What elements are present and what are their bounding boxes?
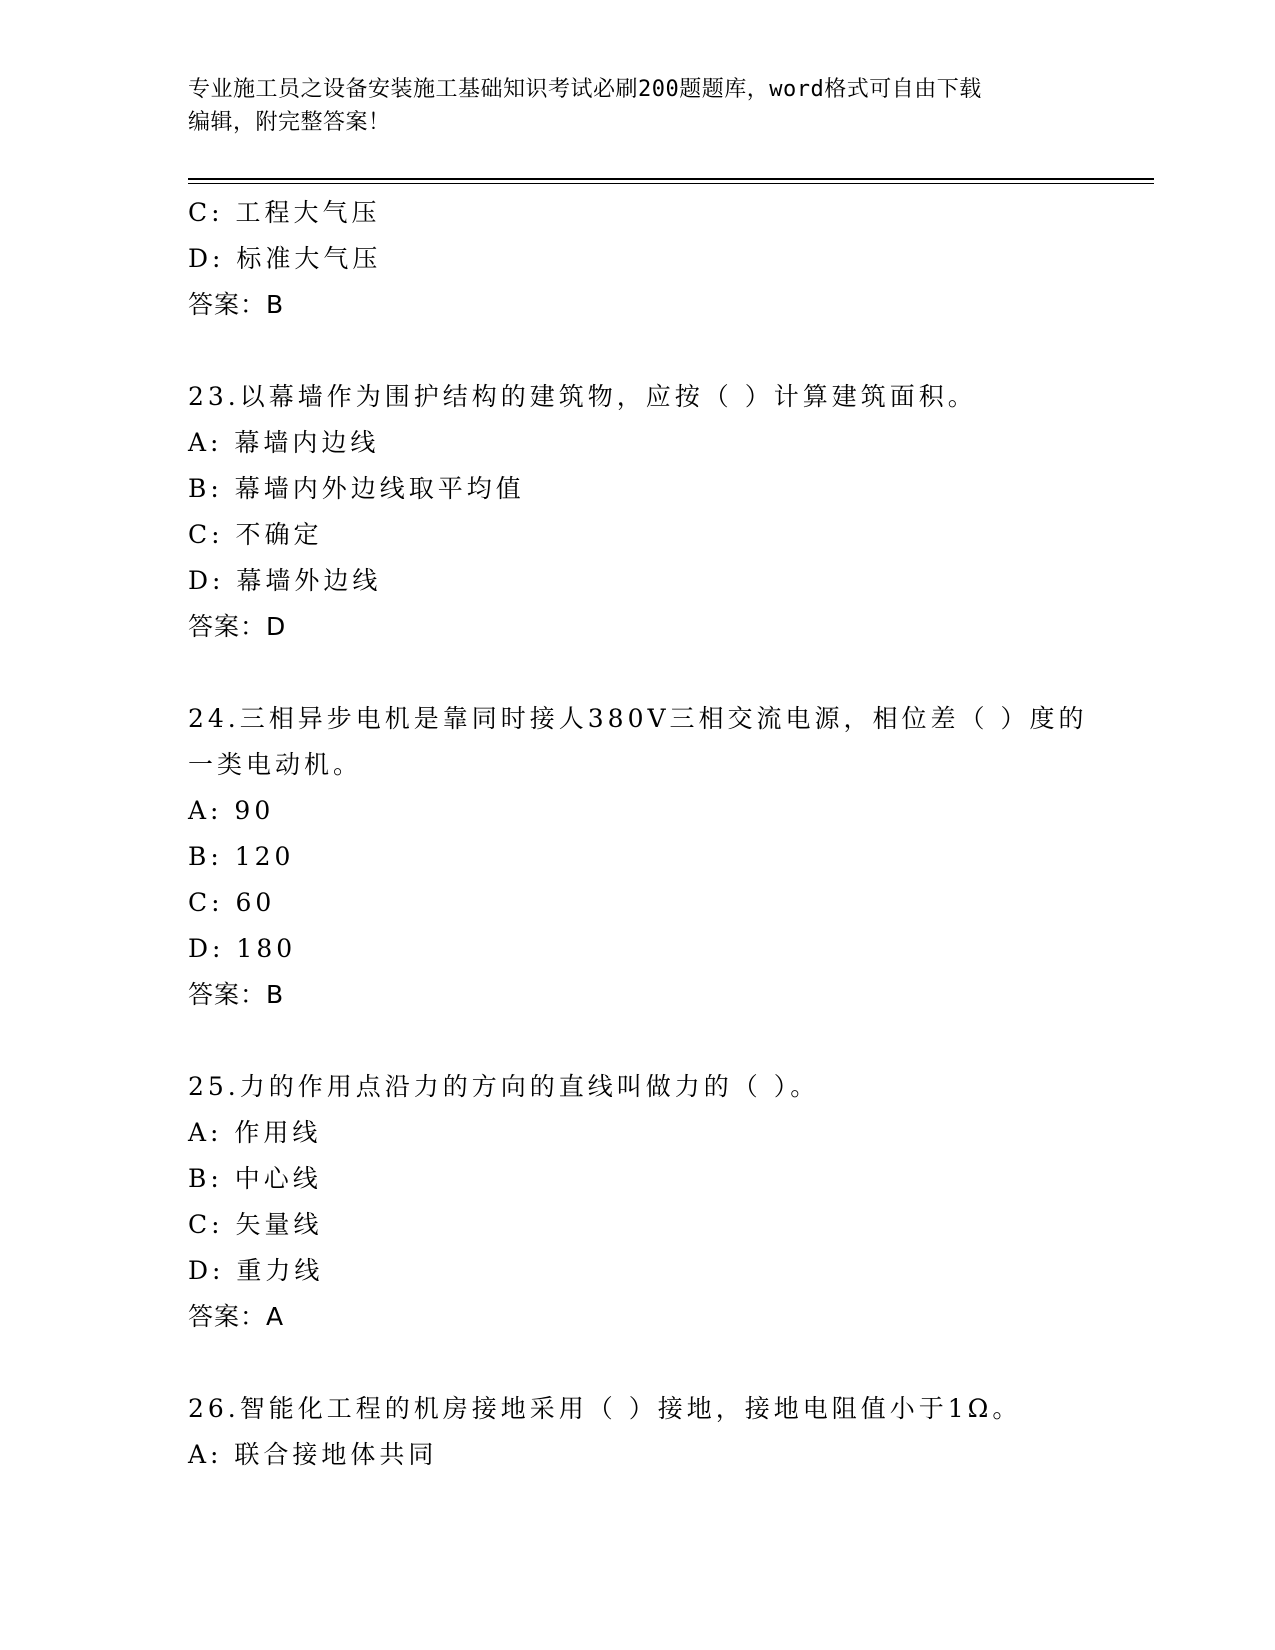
q24-option-a: A: 90 <box>188 796 275 825</box>
q25-option-d: D: 重力线 <box>188 1256 324 1285</box>
q23-option-a: A: 幕墙内边线 <box>188 428 380 457</box>
question-22-block <box>188 190 1088 328</box>
q24-option-b: B: 120 <box>188 842 295 871</box>
q22-option-d: D: 标准大气压 <box>188 244 382 273</box>
q22-answer: 答案：B <box>188 290 285 319</box>
q25-option-b: B: 中心线 <box>188 1164 322 1193</box>
question-25-block <box>188 1064 1088 1340</box>
page-header <box>188 73 1068 139</box>
q26-question: 26.智能化工程的机房接地采用（ ）接地，接地电阻值小于1Ω。 <box>188 1394 1022 1423</box>
q25-option-c: C: 矢量线 <box>188 1210 323 1239</box>
q23-option-b: B: 幕墙内外边线取平均值 <box>188 474 525 503</box>
q22-option-c: C: 工程大气压 <box>188 198 381 227</box>
header-rule-thick <box>188 178 1154 180</box>
question-23-block <box>188 374 1088 650</box>
q24-answer: 答案：B <box>188 980 285 1009</box>
q25-question: 25.力的作用点沿力的方向的直线叫做力的（ ）。 <box>188 1072 820 1101</box>
header-title-line-1: 专业施工员之设备安装施工基础知识考试必刷200题题库，word格式可自由下载 <box>188 77 982 102</box>
question-spacer <box>188 1340 1088 1386</box>
q25-option-a: A: 作用线 <box>188 1118 322 1147</box>
q23-option-d: D: 幕墙外边线 <box>188 566 382 595</box>
header-title-line-2: 编辑，附完整答案！ <box>188 110 391 135</box>
q25-answer: 答案：A <box>188 1302 285 1331</box>
q23-question: 23.以幕墙作为围护结构的建筑物，应按（ ）计算建筑面积。 <box>188 382 977 411</box>
q23-option-c: C: 不确定 <box>188 520 323 549</box>
question-spacer <box>188 650 1088 696</box>
q23-answer: 答案：D <box>188 612 287 641</box>
question-spacer <box>188 328 1088 374</box>
question-24-block <box>188 696 1088 1018</box>
q24-option-d: D: 180 <box>188 934 297 963</box>
question-spacer <box>188 1018 1088 1064</box>
q24-question-line-2: 一类电动机。 <box>188 750 363 779</box>
q26-option-a: A: 联合接地体共同 <box>188 1440 438 1469</box>
question-26-block <box>188 1386 1088 1478</box>
q24-option-c: C: 60 <box>188 888 276 917</box>
header-rule-thin <box>188 183 1154 184</box>
exam-content <box>188 190 1088 1478</box>
q24-question-line-1: 24.三相异步电机是靠同时接人380V三相交流电源，相位差（ ）度的 <box>188 704 1088 733</box>
